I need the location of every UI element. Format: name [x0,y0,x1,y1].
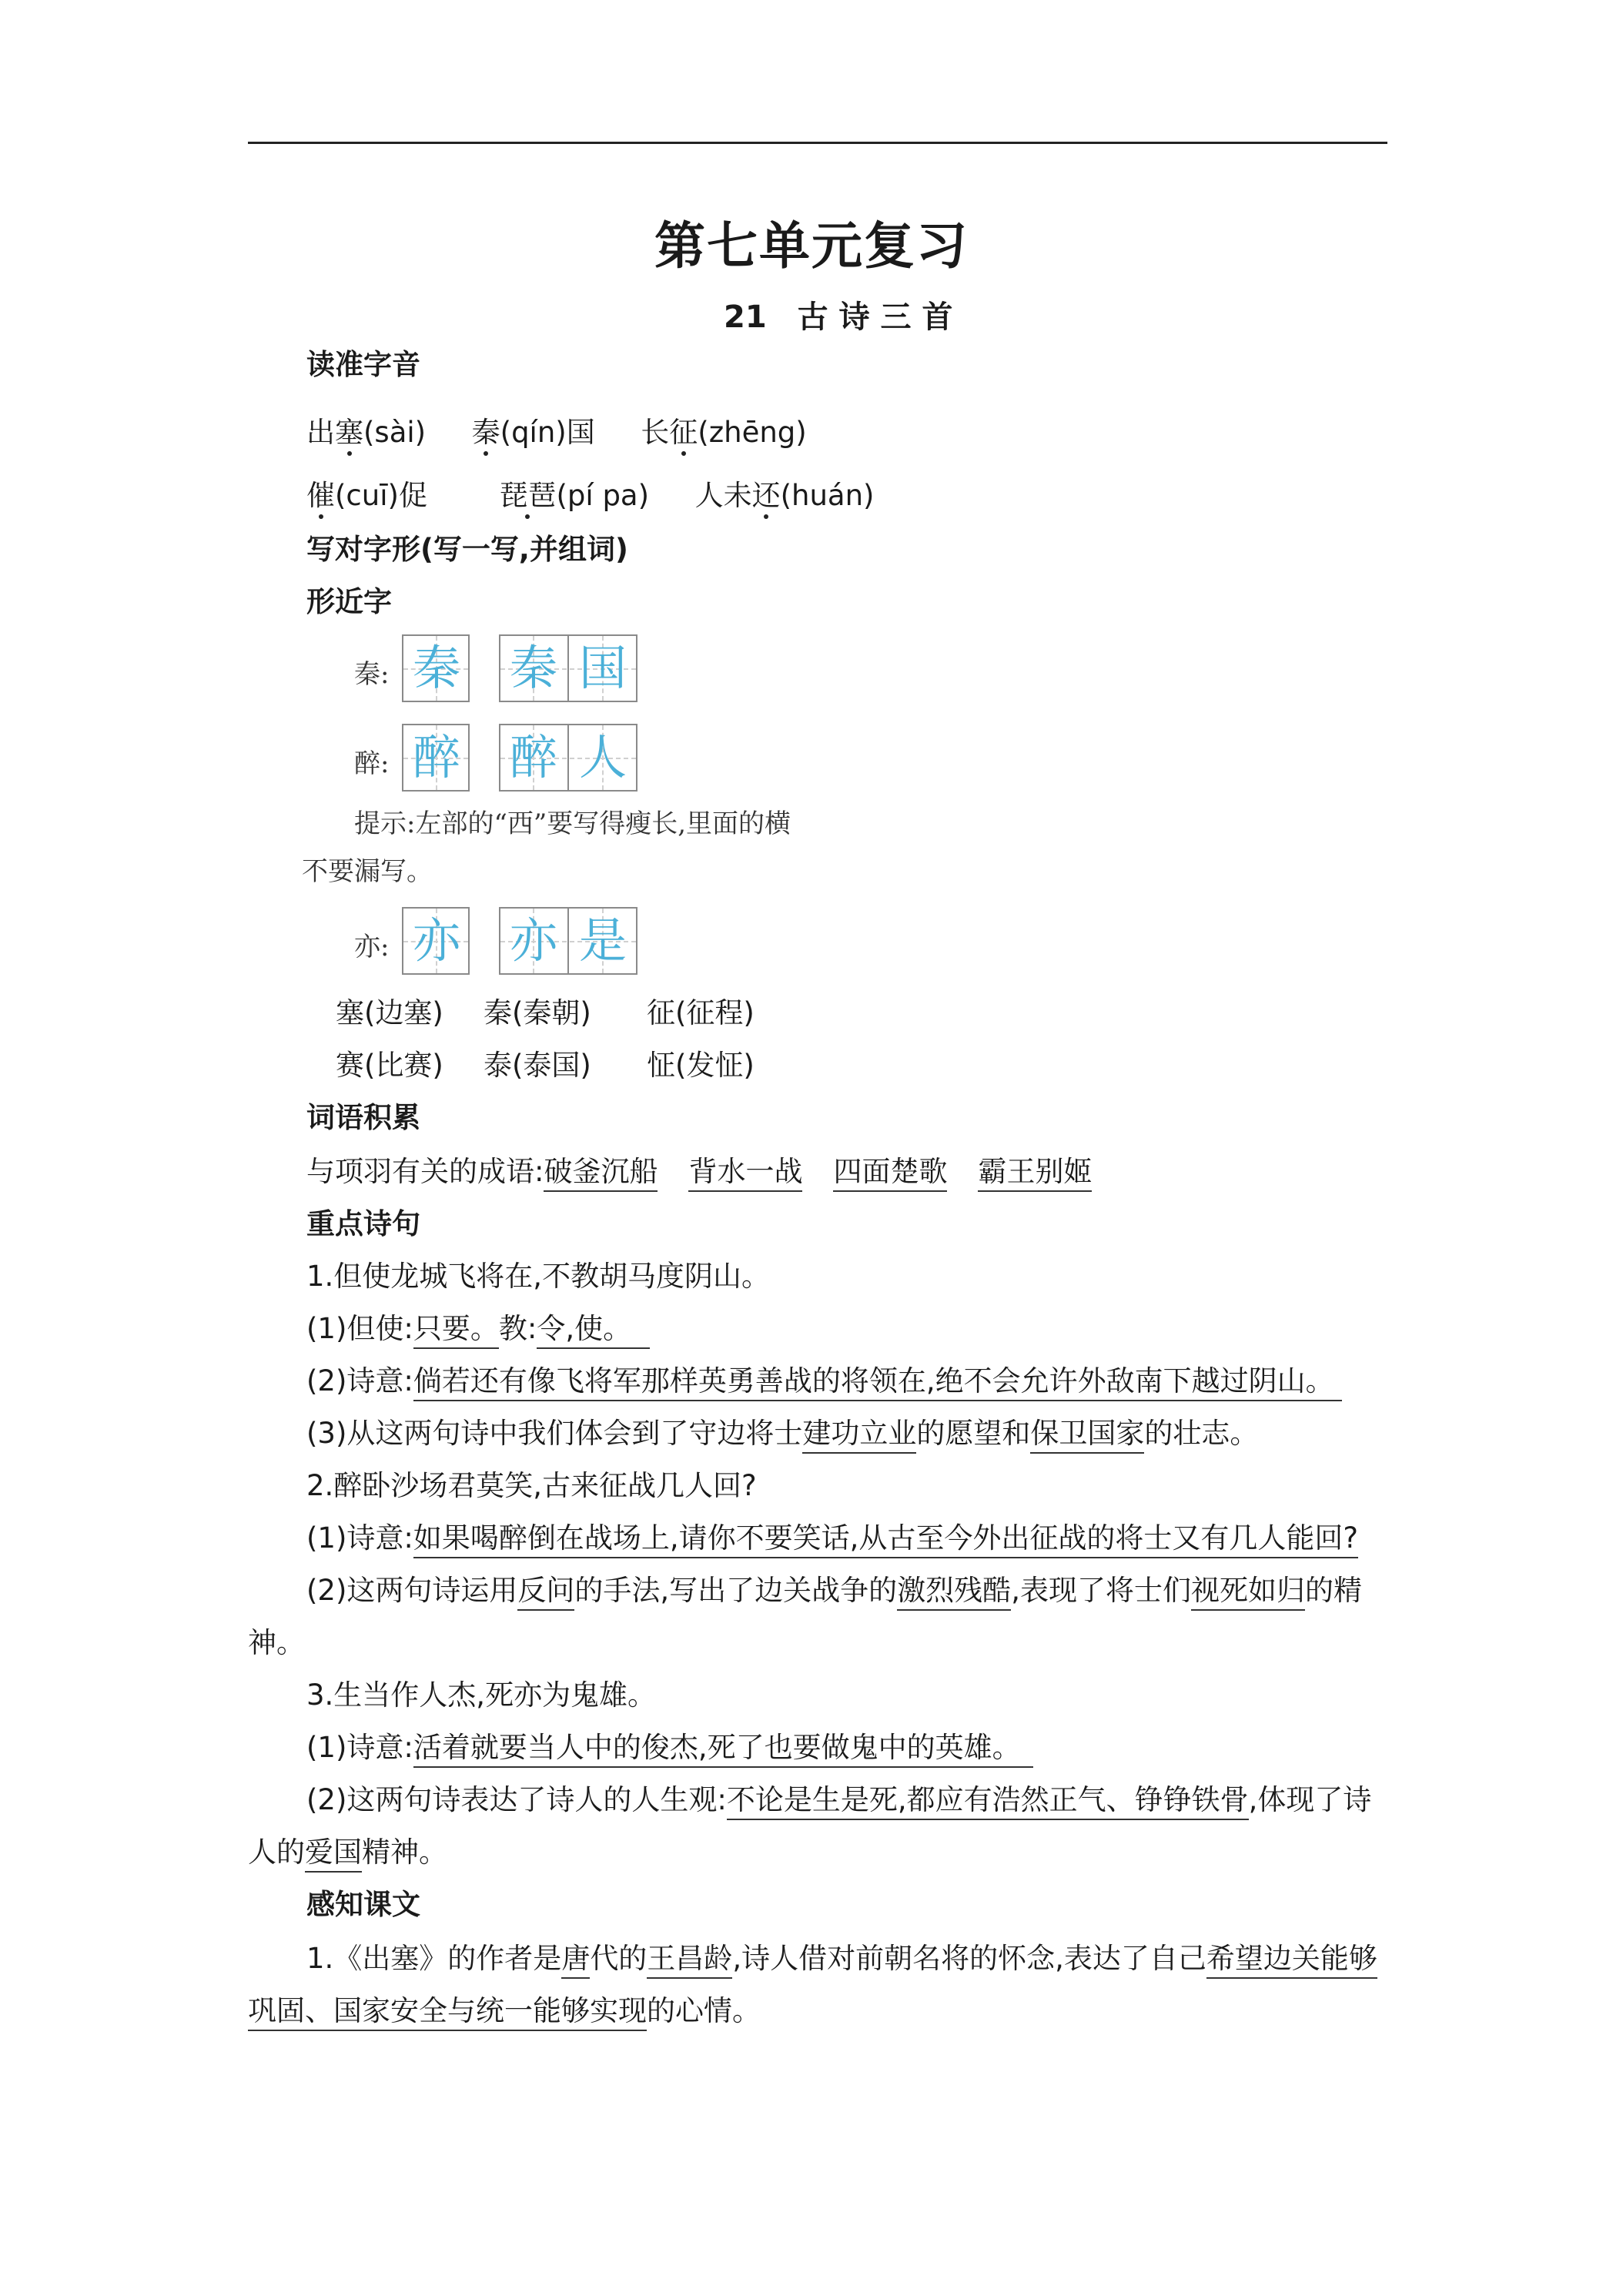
pronunciation-row-2 [306,479,874,513]
idiom: 霸王别姬 [978,1155,1092,1192]
perception-line-1: 1.《出塞》的作者是唐代的王昌龄,诗人借对前朝名将的怀念,表达了自己希望边关能够 [306,1942,1377,1976]
note-3-2: (2)这两句诗表达了诗人的人生观:不论是生是死,都应有浩然正气、铮铮铁骨,体现了诗 [306,1783,1371,1817]
hint-text: 提示:左部的“西”要写得瘦长,里面的横 [354,808,791,839]
section-vocab: 词语积累 [306,1101,420,1134]
similar-word: 征(征程) [647,996,755,1029]
grid-char: 亦 [412,912,460,969]
section-similar: 形近字 [306,585,392,618]
idiom: 四面楚歌 [833,1155,947,1192]
pron-item: 出塞(sài) [306,416,427,449]
similar-word: 秦(秦朝) [484,996,591,1029]
grid-char: 人 [578,729,627,785]
section-perception: 感知课文 [306,1888,420,1921]
pronunciation-row-1 [306,416,807,450]
similar-word: 泰(泰国) [484,1049,591,1082]
grid-char: 秦 [412,640,460,696]
grid-char: 亦 [509,912,557,969]
note-2-2-cont: 神。 [248,1626,305,1659]
note-1-3: (3)从这两句诗中我们体会到了守边将士建功立业的愿望和保卫国家的壮志。 [306,1417,1258,1451]
similar-word: 怔(发怔) [647,1049,755,1082]
top-rule [248,142,1387,144]
poem-line-2: 2.醉卧沙场君莫笑,古来征战几人回? [306,1469,757,1502]
writing-grid-cell [402,724,470,792]
writing-grid-pair [499,907,637,975]
grid-char: 国 [578,640,627,696]
pron-item: 长征(zhēng) [641,416,807,449]
similar-word: 塞(边塞) [336,996,443,1029]
note-3-1: (1)诗意:活着就要当人中的俊杰,死了也要做鬼中的英雄。 [306,1731,1033,1765]
grid-char: 是 [578,912,627,969]
idiom: 背水一战 [688,1155,802,1192]
note-3-2-cont: 人的爱国精神。 [248,1836,447,1869]
grid-char: 醉 [509,729,557,785]
note-1-2: (2)诗意:倘若还有像飞将军那样英勇善战的将领在,绝不会允许外敌南下越过阴山。 [306,1364,1342,1398]
writing-grid-pair [499,634,637,702]
note-1-1: (1)但使:只要。教:令,使。 [306,1312,650,1346]
page-title: 第七单元复习 [654,216,969,276]
writing-grid-pair [499,724,637,792]
section-writing: 写对字形(写一写,并组词) [306,533,628,566]
idiom: 破釜沉船 [544,1155,658,1192]
section-key-lines: 重点诗句 [306,1207,420,1240]
grid-label: 亦: [354,932,390,962]
note-2-2: (2)这两句诗运用反问的手法,写出了边关战争的激烈残酷,表现了将士们视死如归的精 [306,1574,1362,1608]
pron-item: 催(cuī)促 [306,479,427,512]
lesson-title: 21 古 诗 三 首 [724,300,953,335]
grid-char: 秦 [509,640,557,696]
hint-text-cont: 不要漏写。 [302,856,433,887]
pron-item: 琵琶(pí pa) [499,479,650,512]
grid-label: 秦: [354,659,390,690]
similar-word: 赛(比赛) [336,1049,443,1082]
grid-char: 醉 [412,729,460,785]
pron-item: 人未还(huán) [694,479,875,512]
grid-label: 醉: [354,748,390,779]
vocab-line: 与项羽有关的成语:破釜沉船 背水一战 四面楚歌 霸王别姬 [306,1155,1092,1189]
pron-item: 秦(qín)国 [471,416,595,449]
section-pronunciation: 读准字音 [306,348,420,381]
poem-line-3: 3.生当作人杰,死亦为鬼雄。 [306,1678,657,1712]
writing-grid-cell [402,634,470,702]
poem-line-1: 1.但使龙城飞将在,不教胡马度阴山。 [306,1260,771,1293]
writing-grid-cell [402,907,470,975]
note-2-1: (1)诗意:如果喝醉倒在战场上,请你不要笑话,从古至今外出征战的将士又有几人能回? [306,1521,1358,1555]
perception-line-2: 巩固、国家安全与统一能够实现的心情。 [248,1994,761,2028]
